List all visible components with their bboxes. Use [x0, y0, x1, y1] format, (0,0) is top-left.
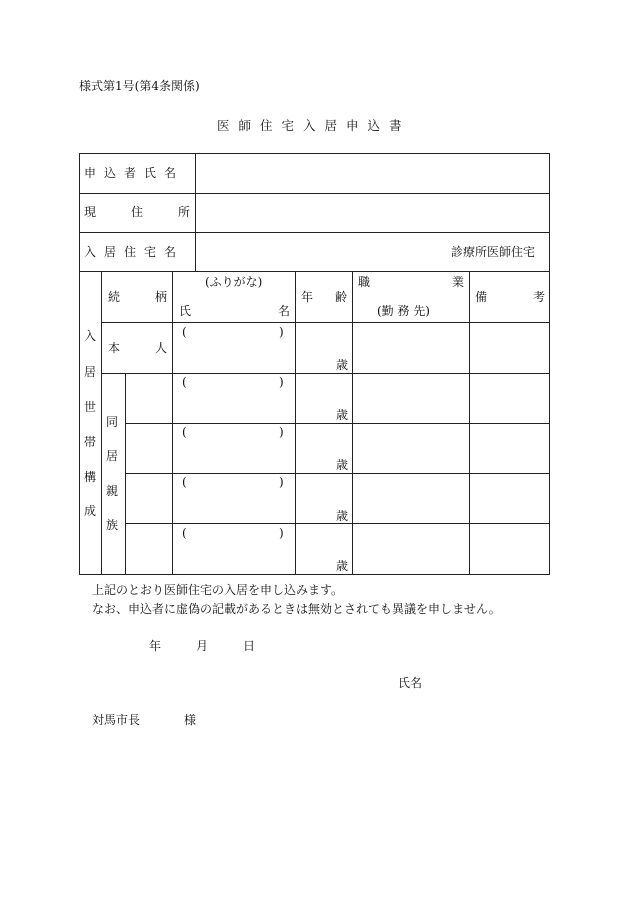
relatives-label-char: 族 [106, 518, 119, 532]
relation-header-char-1: 続 [108, 290, 121, 304]
household-label-char: 構 [84, 470, 97, 484]
age-unit: 歳 [336, 559, 349, 573]
date-year-label: 年 [149, 639, 162, 653]
relatives-label-char: 親 [106, 484, 119, 498]
applicant-name-label: 申込者氏名 [84, 166, 185, 180]
household-label-char: 居 [84, 365, 97, 379]
address-label-char-2: 住 [131, 205, 144, 219]
residence-value: 診療所医師住宅 [451, 245, 536, 259]
remarks-header-char-2: 考 [533, 290, 546, 304]
statement-line-2: なお、申込者に虚偽の記載があるときは無効とされても異議を申しません。 [92, 602, 501, 616]
addressee-honorific: 様 [184, 713, 197, 727]
occupation-header-char-1: 職 [358, 275, 371, 289]
name-header-char-2: 名 [278, 304, 291, 318]
date-day-label: 日 [243, 639, 256, 653]
age-unit: 歳 [336, 458, 349, 472]
document-title: 医師住宅入居申込書 [217, 118, 411, 133]
paren-close: ) [279, 526, 284, 540]
paren-close: ) [279, 425, 284, 439]
paren-open: ( [182, 375, 187, 389]
self-label-char-1: 本 [108, 341, 121, 355]
residence-label: 入居住宅名 [84, 245, 185, 259]
remarks-header-char-1: 備 [475, 290, 488, 304]
relation-header-char-2: 柄 [155, 290, 168, 304]
age-header-char-2: 齢 [335, 290, 348, 304]
paren-open: ( [182, 425, 187, 439]
age-unit: 歳 [336, 408, 349, 422]
paren-open: ( [182, 526, 187, 540]
age-header-char-1: 年 [301, 290, 314, 304]
household-label-char: 成 [84, 504, 97, 518]
signature-name-label: 氏名 [398, 676, 423, 690]
paren-close: ) [279, 475, 284, 489]
form-number: 様式第1号(第4条関係) [79, 79, 200, 93]
addressee-mayor: 対馬市長 [92, 713, 141, 727]
address-field[interactable] [196, 194, 549, 232]
statement-line-1: 上記のとおり医師住宅の入居を申し込みます。 [92, 583, 344, 597]
age-unit: 歳 [336, 358, 349, 372]
occupation-header-char-2: 業 [452, 275, 465, 289]
paren-close: ) [279, 325, 284, 339]
household-label-char: 入 [84, 329, 97, 343]
date-month-label: 月 [196, 639, 209, 653]
address-label-char-1: 現 [84, 205, 97, 219]
age-unit: 歳 [336, 509, 349, 523]
self-label-char-2: 人 [155, 341, 168, 355]
applicant-name-field[interactable] [196, 154, 549, 193]
workplace-header: (勤 務 先) [377, 304, 430, 318]
address-label-char-3: 所 [178, 205, 191, 219]
relatives-label-char: 同 [106, 415, 119, 429]
paren-close: ) [279, 375, 284, 389]
household-label-char: 世 [84, 400, 97, 414]
household-label-char: 帯 [84, 435, 97, 449]
name-header-char-1: 氏 [179, 304, 192, 318]
relatives-label-char: 居 [106, 449, 119, 463]
furigana-header: (ふりがな) [205, 275, 263, 289]
paren-open: ( [182, 325, 187, 339]
paren-open: ( [182, 475, 187, 489]
